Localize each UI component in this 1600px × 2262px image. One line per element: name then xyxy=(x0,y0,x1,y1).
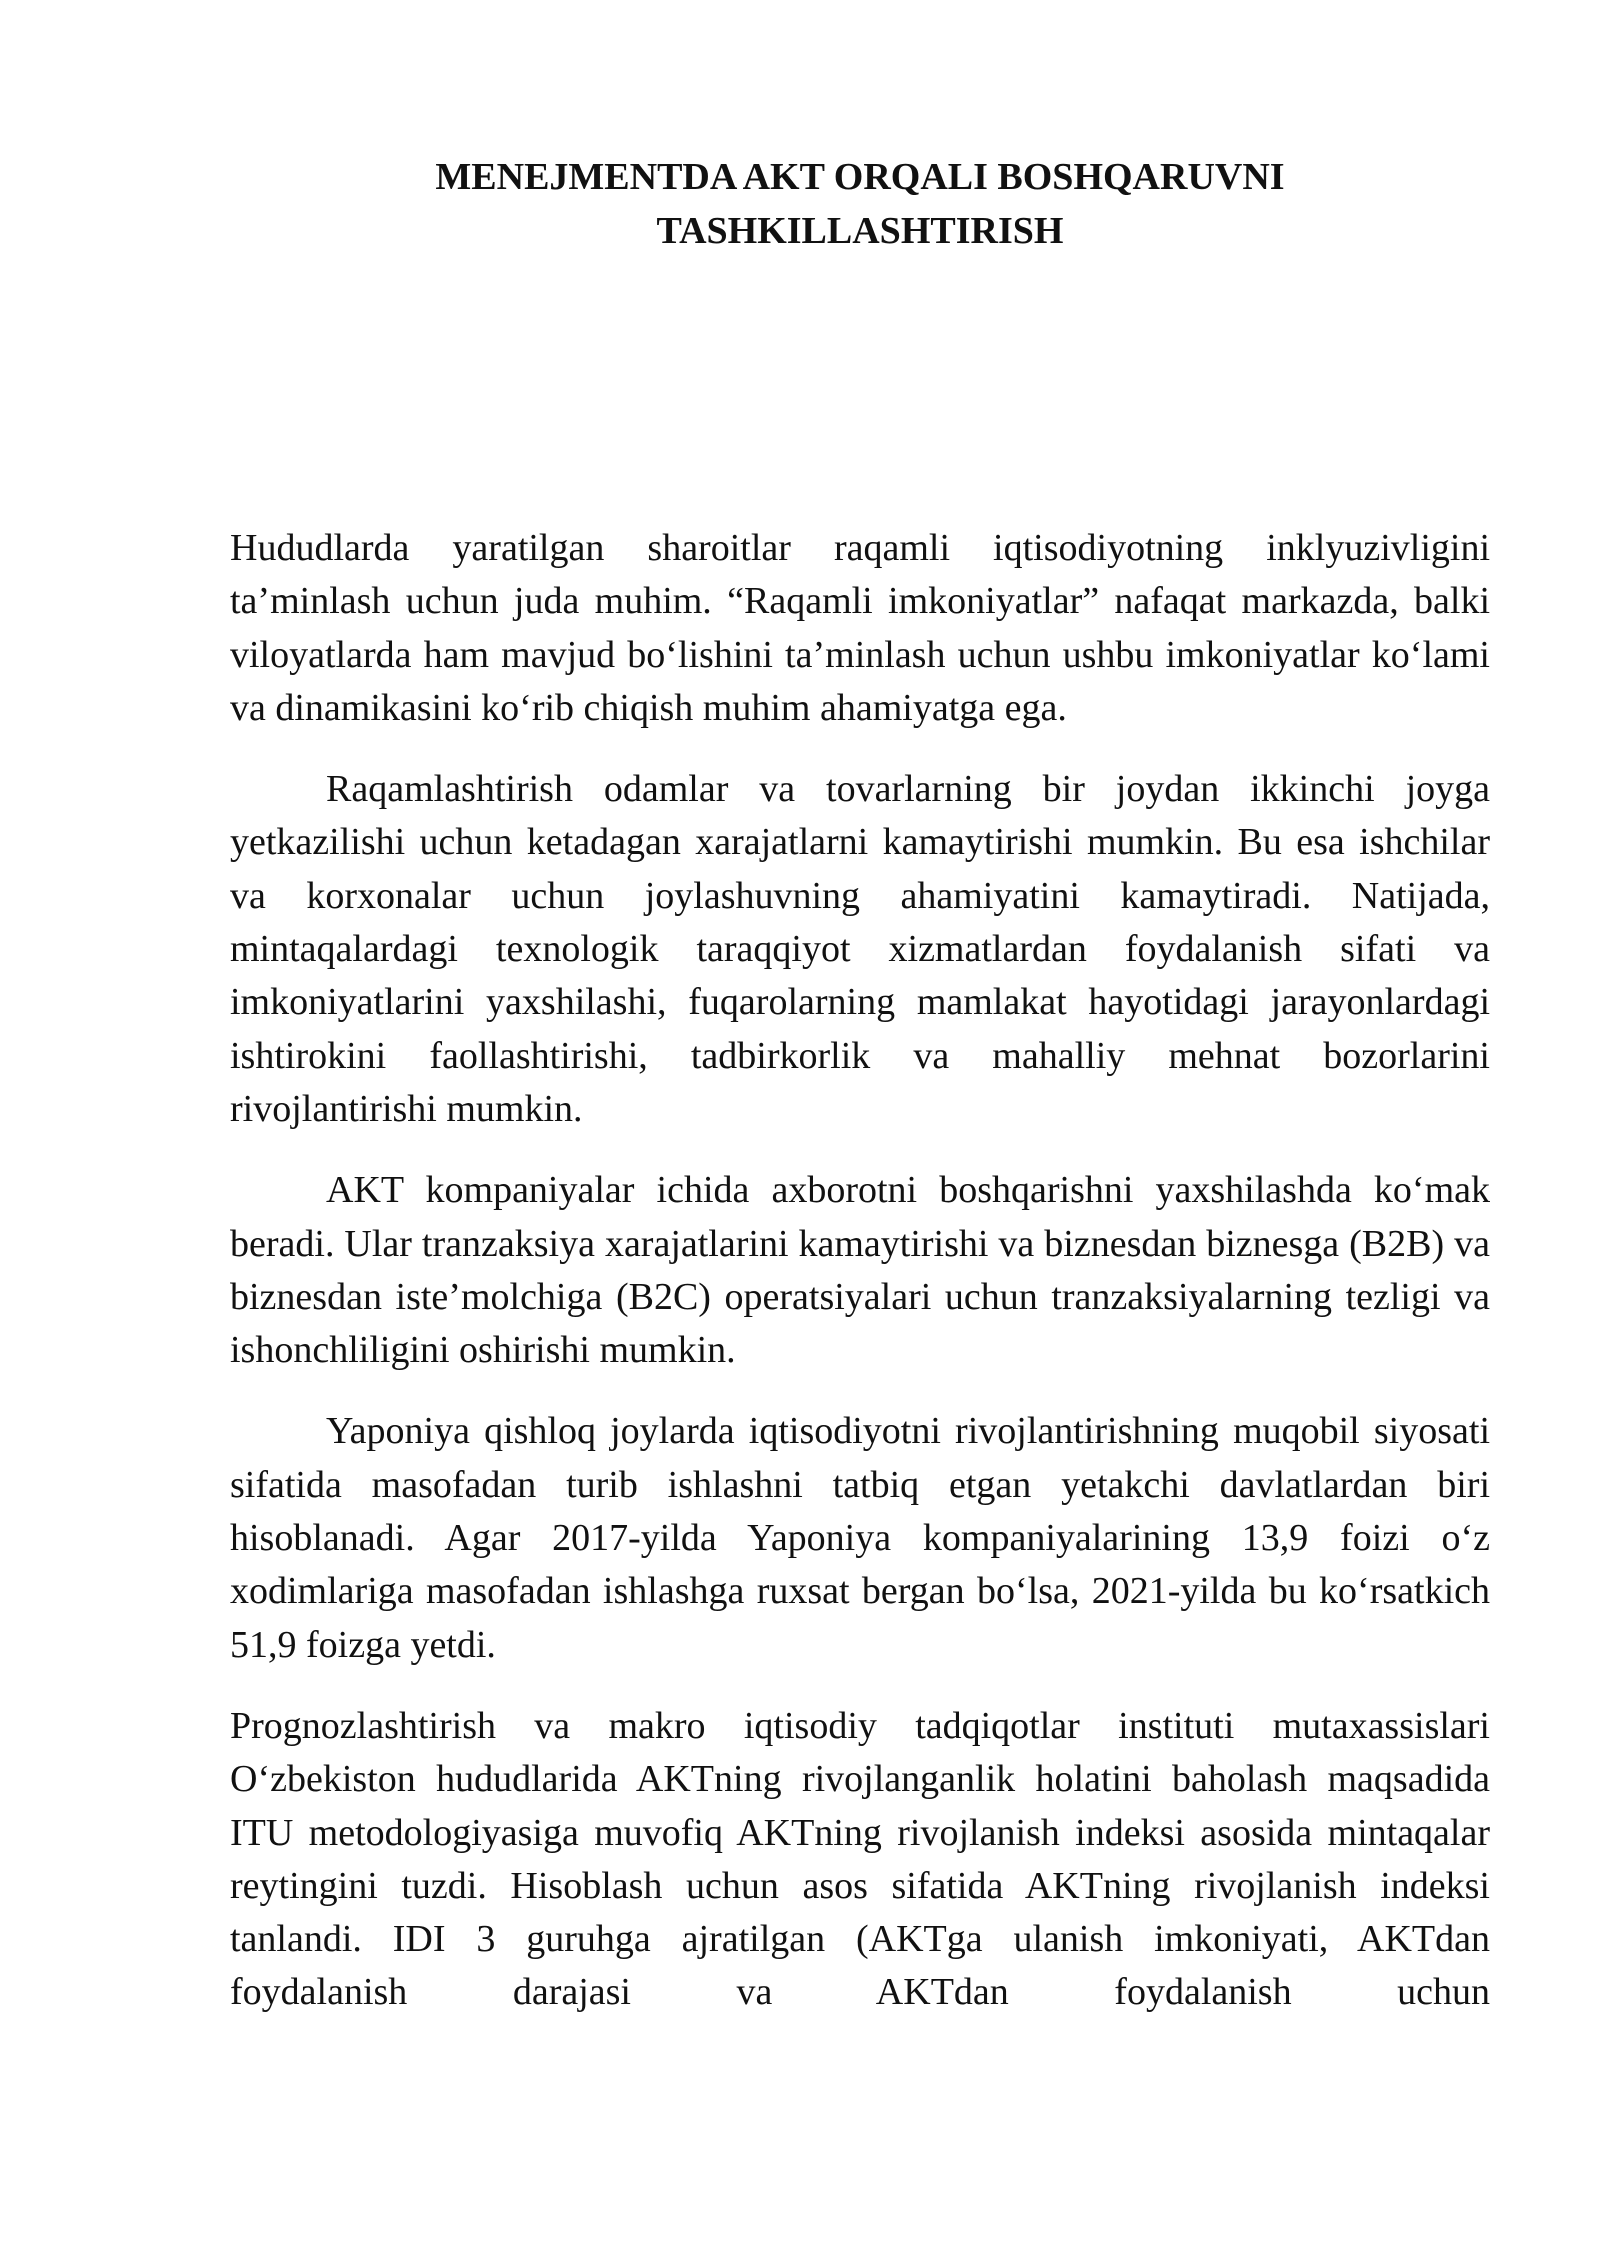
document-title xyxy=(230,150,1490,258)
paragraph-2: Raqamlashtirish odamlar va tovarlarning bir joydan ikkinchi joyga yetkazilishi uchun ketadagan xarajatlarni kamaytirishi mumkin. Bu esa ishchilar va korxonalar uchun joylashuvning ahamiyatini kamaytiradi. Natijada, mintaqalardagi texnologik taraqqiyot xizmatlardan foydalanish sifati va imkoniyatlarini yaxshilashi, fuqarolarning mamlakat hayotidagi jarayonlardagi ishtirokini faollashtirishi, tadbirkorlik va mahalliy mehnat bozorlarini rivojlantirishi mumkin. xyxy=(230,768,1490,1130)
document-body xyxy=(230,522,1490,2048)
document-title-line-1: MENEJMENTDA AKT ORQALI BOSHQARUVNI xyxy=(435,156,1285,198)
paragraph-4: Yaponiya qishloq joylarda iqtisodiyotni rivojlantirishning muqobil siyosati sifatida masofadan turib ishlashni tatbiq etgan yetakchi davlatlardan biri hisoblanadi. Agar 2017-yilda Yaponiya kompaniyalarining 13,9 foizi o‘z xodimlariga masofadan ishlashga ruxsat bergan bo‘lsa, 2021-yilda bu ko‘rsatkich 51,9 foizga yetdi. xyxy=(230,1410,1490,1666)
paragraph-1: Hududlarda yaratilgan sharoitlar raqamli iqtisodiyotning inklyuzivligini ta’minlash uchun juda muhim. “Raqamli imkoniyatlar” nafaqat markazda, balki viloyatlarda ham mavjud bo‘lishini ta’minlash uchun ushbu imkoniyatlar ko‘lami va dinamikasini ko‘rib chiqish muhim ahamiyatga ega. xyxy=(230,527,1490,729)
document-title-line-2: TASHKILLASHTIRISH xyxy=(656,210,1064,252)
paragraph-5: Prognozlashtirish va makro iqtisodiy tadqiqotlar instituti mutaxassislari O‘zbekiston hududlarida AKTning rivojlanganlik holatini baholash maqsadida ITU metodologiyasiga muvofiq AKTning rivojlanish indeksi asosida mintaqalar reytingini tuzdi. Hisoblash uchun asos sifatida AKTning rivojlanish indeksi tanlandi. IDI 3 guruhga ajratilgan (AKTga ulanish imkoniyati, AKTdan foydalanish darajasi va AKTdan foydalanish uchun xyxy=(230,1704,1490,2014)
paragraph-3: AKT kompaniyalar ichida axborotni boshqarishni yaxshilashda ko‘mak beradi. Ular tranzaksiya xarajatlarini kamaytirishi va biznesdan biznesga (B2B) va biznesdan iste’molchiga (B2C) operatsiyalari uchun tranzaksiyalarning tezligi va ishonchliligini oshirishi mumkin. xyxy=(230,1169,1490,1372)
